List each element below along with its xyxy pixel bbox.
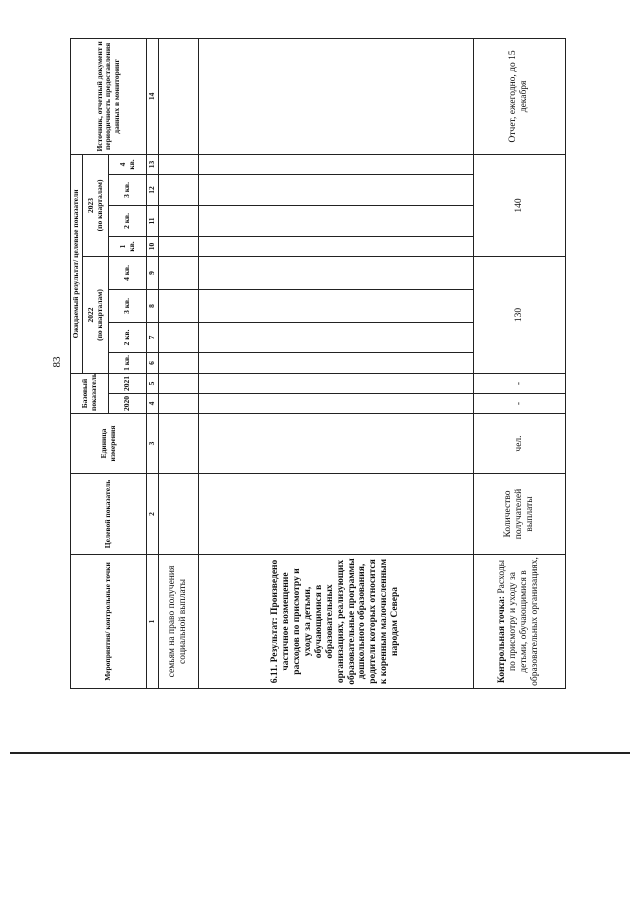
q2-2022-header: 2 кв. bbox=[109, 322, 147, 352]
year-2022-label: 2022 bbox=[85, 307, 95, 323]
empty-cell bbox=[198, 236, 473, 256]
page-number: 83 bbox=[51, 356, 63, 368]
q3-2022-header: 3 кв. bbox=[109, 289, 147, 322]
empty-cell bbox=[198, 174, 473, 205]
empty-cell bbox=[158, 474, 198, 555]
year-2022-quarterly-label: (по кварталам) bbox=[94, 289, 104, 341]
control-point-description: Расходы по присмотру и уходу за детьми, обучающимися в образовательных организациях, bbox=[497, 557, 541, 686]
base-2021-header: 2021 bbox=[109, 373, 147, 393]
col-num-7: 7 bbox=[147, 322, 159, 352]
col-num-4: 4 bbox=[147, 394, 159, 414]
column-number-row bbox=[147, 38, 159, 688]
empty-cell bbox=[158, 289, 198, 322]
indicators-table bbox=[70, 38, 566, 689]
year-2023-label: 2023 bbox=[85, 197, 95, 213]
col-num-1: 1 bbox=[147, 555, 159, 689]
control-point-value-2023: 140 bbox=[473, 154, 565, 256]
unit-header: Единица измерения bbox=[71, 414, 147, 474]
base-2020-header: 2020 bbox=[109, 394, 147, 414]
col-num-10: 10 bbox=[147, 236, 159, 256]
q4-2023-header: 4 кв. bbox=[109, 154, 147, 174]
base-header: Базовый показатель bbox=[71, 373, 109, 413]
empty-cell bbox=[198, 394, 473, 414]
control-point-value-2022: 130 bbox=[473, 256, 565, 373]
empty-cell bbox=[198, 154, 473, 174]
empty-cell bbox=[158, 205, 198, 236]
q3-2023-header: 3 кв. bbox=[109, 174, 147, 205]
control-point-target: Количество получателей выплаты bbox=[473, 474, 565, 555]
col-num-6: 6 bbox=[147, 352, 159, 373]
empty-cell bbox=[158, 38, 198, 154]
expected-header: Ожидаемый результат/ целевые показатели bbox=[71, 154, 83, 373]
year-2023-header bbox=[83, 154, 109, 256]
control-point-base-2021: - bbox=[473, 373, 565, 393]
activity-header: Мероприятия/ контрольные точки bbox=[71, 555, 147, 689]
empty-cell bbox=[198, 373, 473, 393]
empty-cell bbox=[198, 352, 473, 373]
table-row-continuation bbox=[158, 38, 198, 688]
empty-cell bbox=[158, 352, 198, 373]
year-2022-header bbox=[83, 256, 109, 373]
col-num-11: 11 bbox=[147, 205, 159, 236]
empty-cell bbox=[158, 373, 198, 393]
col-num-5: 5 bbox=[147, 373, 159, 393]
result-6-11-text: 6.11. Результат: Произведено частичное возмещение расходов по присмотру и уходу за детьми, обучающимися в образовательных организациях, реализующих образовательные программы дошкольного образования, родители которых относится к коренным малочисленным народам Севера bbox=[198, 555, 473, 689]
col-num-8: 8 bbox=[147, 289, 159, 322]
empty-cell bbox=[158, 414, 198, 474]
q1-2022-header: 1 кв. bbox=[109, 352, 147, 373]
empty-cell bbox=[198, 289, 473, 322]
empty-cell bbox=[158, 174, 198, 205]
control-point-base-2020: - bbox=[473, 394, 565, 414]
empty-cell bbox=[158, 394, 198, 414]
rotated-table-wrapper bbox=[70, 39, 563, 689]
col-num-3: 3 bbox=[147, 414, 159, 474]
empty-cell bbox=[198, 205, 473, 236]
empty-cell bbox=[198, 414, 473, 474]
col-num-9: 9 bbox=[147, 256, 159, 289]
empty-cell bbox=[198, 38, 473, 154]
target-header: Целевой показатель bbox=[71, 474, 147, 555]
empty-cell bbox=[198, 256, 473, 289]
col-num-12: 12 bbox=[147, 174, 159, 205]
continuation-text: семьям на право получения социальной выплаты bbox=[158, 555, 198, 689]
header-row-1 bbox=[71, 38, 83, 688]
empty-cell bbox=[158, 256, 198, 289]
empty-cell bbox=[158, 154, 198, 174]
empty-cell bbox=[198, 474, 473, 555]
col-num-14: 14 bbox=[147, 38, 159, 154]
page-divider-line bbox=[10, 752, 630, 754]
table-row-control-point bbox=[473, 38, 565, 688]
empty-cell bbox=[158, 322, 198, 352]
col-num-2: 2 bbox=[147, 474, 159, 555]
control-point-activity bbox=[473, 555, 565, 689]
source-header: Источник, отчетный документ и периодичность предоставления данных в мониторинг bbox=[71, 38, 147, 154]
empty-cell bbox=[198, 322, 473, 352]
control-point-source: Отчет, ежегодно, до 15 декабря bbox=[473, 38, 565, 154]
empty-cell bbox=[158, 236, 198, 256]
q1-2023-header: 1 кв. bbox=[109, 236, 147, 256]
control-point-unit: чел. bbox=[473, 414, 565, 474]
col-num-13: 13 bbox=[147, 154, 159, 174]
year-2023-quarterly-label: (по кварталам) bbox=[94, 179, 104, 232]
q4-2022-header: 4 кв. bbox=[109, 256, 147, 289]
control-point-label: Контрольная точка: bbox=[497, 596, 508, 684]
q2-2023-header: 2 кв. bbox=[109, 205, 147, 236]
table-row-result-6-11 bbox=[198, 38, 473, 688]
